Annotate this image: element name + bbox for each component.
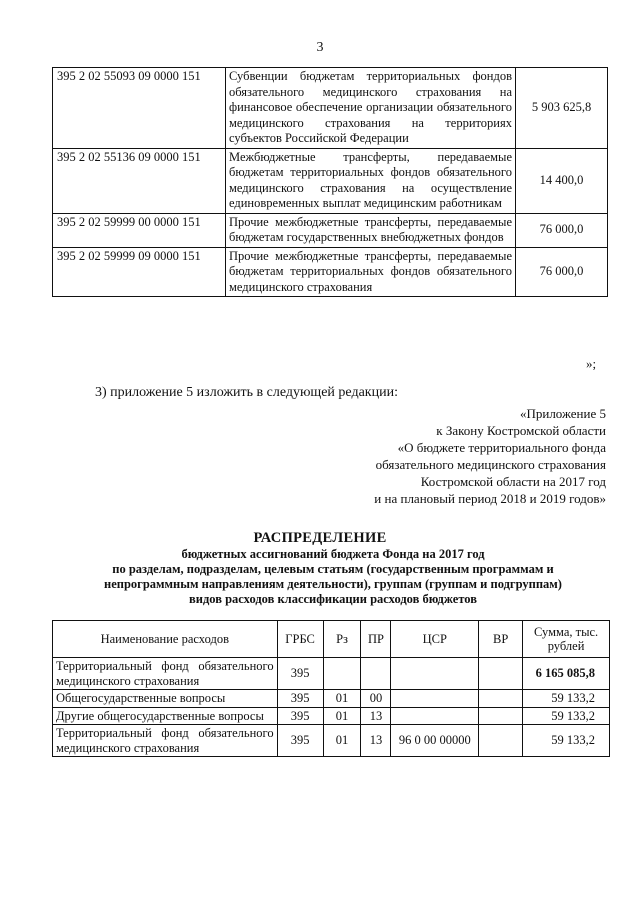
expense-grbs: 395 (277, 725, 323, 757)
expense-rz (323, 658, 361, 690)
revenue-amount: 14 400,0 (516, 148, 608, 213)
table-row (53, 68, 608, 149)
expense-sum: 6 165 085,8 (523, 658, 610, 690)
annex-line: «О бюджете территориального фонда (397, 440, 606, 455)
revenue-amount: 5 903 625,8 (516, 68, 608, 149)
subheading-line: по разделам, подразделам, целевым статьям (государственным программам и (112, 562, 554, 576)
header-name: Наименование расходов (53, 621, 278, 658)
table-header-row (53, 621, 610, 658)
expense-csr (391, 658, 479, 690)
subheading-line: бюджетных ассигнований бюджета Фонда на 2017 год (181, 547, 485, 561)
expense-rz: 01 (323, 725, 361, 757)
revenue-description: Прочие межбюджетные трансферты, передаваемые бюджетам государственных внебюджетных фондов (226, 213, 516, 247)
expense-csr (391, 690, 479, 708)
expense-vr (479, 707, 523, 725)
section-heading: РАСПРЕДЕЛЕНИЕ (253, 530, 387, 546)
revenue-table (52, 67, 608, 297)
revenue-amount: 76 000,0 (516, 213, 608, 247)
amendment-item-3: 3) приложение 5 изложить в следующей редакции: (95, 385, 398, 400)
expense-sum: 59 133,2 (523, 707, 610, 725)
expense-sum: 59 133,2 (523, 690, 610, 708)
expense-csr: 96 0 00 00000 (391, 725, 479, 757)
expense-sum: 59 133,2 (523, 725, 610, 757)
table-row (53, 707, 610, 725)
expense-rz: 01 (323, 690, 361, 708)
expense-rz: 01 (323, 707, 361, 725)
header-sum: Сумма, тыс. рублей (523, 621, 610, 658)
expense-grbs: 395 (277, 658, 323, 690)
revenue-code: 395 2 02 59999 09 0000 151 (53, 247, 226, 297)
expense-pr (361, 658, 391, 690)
page-number: 3 (316, 40, 324, 55)
header-grbs: ГРБС (277, 621, 323, 658)
annex-line: «Приложение 5 (519, 406, 606, 421)
subheading-line: видов расходов классификации расходов бюджетов (189, 592, 477, 606)
revenue-code: 395 2 02 55093 09 0000 151 (53, 68, 226, 149)
table-row (53, 247, 608, 297)
table-row (53, 690, 610, 708)
revenue-description: Межбюджетные трансферты, передаваемые бюджетам территориальных фондов обязательного медицинского страхования на осуществление единовременных выплат медицинским работникам (226, 148, 516, 213)
header-rz: Рз (323, 621, 361, 658)
expenditure-table (52, 620, 610, 757)
expense-vr (479, 725, 523, 757)
annex-line: Костромской области на 2017 год (420, 474, 606, 489)
section-subheading (50, 547, 616, 607)
expense-name: Общегосударственные вопросы (53, 690, 278, 708)
table-row (53, 725, 610, 757)
expense-vr (479, 658, 523, 690)
revenue-code: 395 2 02 55136 09 0000 151 (53, 148, 226, 213)
revenue-amount: 76 000,0 (516, 247, 608, 297)
expense-grbs: 395 (277, 690, 323, 708)
expense-pr: 13 (361, 707, 391, 725)
subheading-line: непрограммным направлениям деятельности), группам (группам и подгруппам) (104, 577, 562, 591)
expense-name: Другие общегосударственные вопросы (53, 707, 278, 725)
expense-csr (391, 707, 479, 725)
expense-pr: 13 (361, 725, 391, 757)
expense-vr (479, 690, 523, 708)
header-pr: ПР (361, 621, 391, 658)
table-row (53, 658, 610, 690)
table-row (53, 213, 608, 247)
table-row (53, 148, 608, 213)
annex-reference (374, 405, 606, 507)
annex-line: к Закону Костромской области (436, 423, 606, 438)
header-vr: ВР (479, 621, 523, 658)
annex-line: обязательного медицинского страхования (375, 457, 606, 472)
revenue-code: 395 2 02 59999 00 0000 151 (53, 213, 226, 247)
closing-quote: »; (586, 356, 597, 371)
expense-grbs: 395 (277, 707, 323, 725)
revenue-description: Прочие межбюджетные трансферты, передаваемые бюджетам территориальных фондов обязательного медицинского страхования (226, 247, 516, 297)
revenue-description: Субвенции бюджетам территориальных фондов обязательного медицинского страхования на финансовое обеспечение организации обязательного медицинского страхования на территориях субъектов Российской Федерации (226, 68, 516, 149)
expense-name: Территориальный фонд обязательного медицинского страхования (53, 658, 278, 690)
annex-line: и на плановый период 2018 и 2019 годов» (374, 491, 606, 506)
expense-pr: 00 (361, 690, 391, 708)
header-csr: ЦСР (391, 621, 479, 658)
expense-name: Территориальный фонд обязательного медицинского страхования (53, 725, 278, 757)
